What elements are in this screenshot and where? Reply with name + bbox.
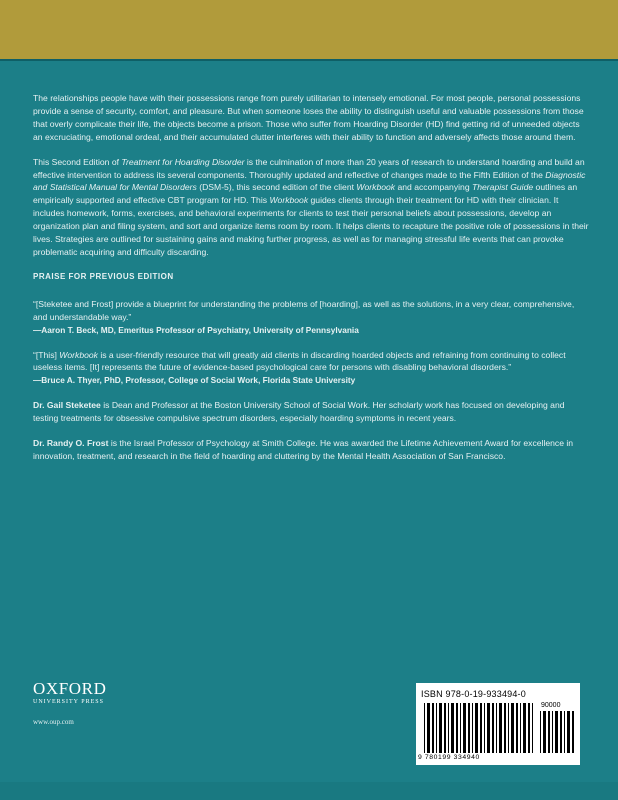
quote-1-attribution: —Aaron T. Beck, MD, Emeritus Professor of Psychiatry, University of Pennsylvania [33, 324, 359, 335]
barcode-bar [520, 703, 521, 753]
barcode-bar [564, 711, 565, 753]
barcode-bar [528, 703, 530, 753]
p2-text-4: and accompanying [395, 182, 472, 193]
author-bio-frost-text: is the Israel Professor of Psychology at Smith College. He was awarded the Lifetime Achievement Award for excellence in innovation, treatment, and research in the field of hoarding and cluttering by the Mental Health Association of San Francisco. [33, 438, 574, 461]
barcode-bar [448, 703, 449, 753]
barcode-bar [560, 711, 562, 753]
p2-text-5: outlines an empirically supported and effective CBT program for HD. This [33, 182, 578, 206]
barcode-bar [487, 703, 490, 753]
barcode-bar [516, 703, 518, 753]
barcode-bar [432, 703, 434, 753]
barcode-bar [456, 703, 458, 753]
isbn-barcode [416, 683, 580, 765]
author-name-steketee: Dr. Gail Steketee [33, 400, 101, 411]
barcode-bars [424, 703, 536, 753]
publisher-name: OXFORD [33, 679, 107, 698]
barcode-bar [463, 703, 466, 753]
quote-1-text: “[Steketee and Frost] provide a blueprint for understanding the problems of [hoarding], as well as the solutions, in a very clear, comprehensive, and understandable way.” [33, 298, 575, 322]
barcode-bar [492, 703, 494, 753]
workbook-title-2: Workbook [269, 195, 309, 206]
barcode-bar [436, 703, 437, 753]
barcode-bar [548, 711, 550, 753]
barcode-bar [567, 711, 570, 753]
barcode-bar [572, 711, 574, 753]
barcode-bar [540, 711, 541, 753]
quote-2-text-1: “[This] [33, 349, 60, 360]
barcode-bar [472, 703, 473, 753]
praise-quote-1 [33, 298, 590, 337]
barcode-digits: 9 780199 334940 [418, 754, 480, 761]
quote-2-text [33, 349, 590, 375]
workbook-title-1: Workbook [356, 182, 396, 193]
barcode-bar [439, 703, 442, 753]
book-title: Treatment for Hoarding Disorder [121, 156, 245, 167]
barcode-bar [543, 711, 546, 753]
barcode-bar [427, 703, 430, 753]
barcode-bar [475, 703, 478, 753]
therapist-guide-title: Therapist Guide [472, 182, 534, 193]
barcode-bar [484, 703, 485, 753]
praise-quote-2 [33, 349, 590, 388]
addon-barcode-bars [540, 711, 576, 753]
barcode-bar [504, 703, 506, 753]
barcode-bar [552, 711, 553, 753]
barcode-bar [499, 703, 502, 753]
p2-text-3: (DSM-5), this second edition of the client [196, 182, 357, 193]
barcode-bar [496, 703, 497, 753]
barcode-bar [480, 703, 482, 753]
p2-text-1: This Second Edition of [33, 156, 122, 167]
quote-2-attribution: —Bruce A. Thyer, PhD, Professor, College of Social Work, Florida State University [33, 375, 356, 386]
author-name-frost: Dr. Randy O. Frost [33, 438, 109, 449]
publisher-sub: UNIVERSITY PRESS [33, 699, 104, 705]
band-divider [0, 59, 618, 61]
p2-text-6: guides clients through their treatment for HD with their clinician. It includes homework, forms, exercises, and behavioral experiments for clients to test their personal beliefs about possessions, develop an organization plan and filing system, and sort and organize items room by room. It helps clients to recapture the positive role of possessions in their lives. Strategies are outlined for sustaining gains and making further progress, as well as for managing stressful life events that can provoke problematic acquiring and difficulty discarding. [33, 195, 589, 257]
author-bio-frost [33, 437, 590, 463]
barcode-bar [508, 703, 509, 753]
barcode-bar [523, 703, 526, 753]
description-paragraph-1: The relationships people have with their possessions range from purely utilitarian to intensely emotional. For most people, personal possessions provide a sense of security, comfort, and pleasure. But when someone loses the ability to distinguish useful and valuable possessions from those that overly complicate their life, the objects become a prison. Those who suffer from Hoarding Disorder (HD) find getting rid of unneeded objects an excruciating, emotional ordeal, and their accumulated clutter interferes with their ability to function and adversely affects those around them. [33, 93, 584, 142]
top-color-band [0, 0, 618, 59]
barcode-bar [444, 703, 446, 753]
praise-heading: PRAISE FOR PREVIOUS EDITION [33, 271, 174, 281]
barcode-bar [451, 703, 454, 753]
barcode-bar [460, 703, 461, 753]
bottom-shade [0, 782, 618, 800]
description-paragraph-2 [33, 156, 590, 259]
quote-2-text-2: is a user-friendly resource that will greatly aid clients in discarding hoarded objects and refraining from continuing to collect useless items. [It] represents the future of evidence-based psychological care for persons with disabling behavioral disorders.” [33, 349, 566, 373]
isbn-number: ISBN 978-0-19-933494-0 [421, 689, 526, 699]
price-code: 90000 [541, 702, 561, 709]
barcode-bar [532, 703, 533, 753]
quote-2-workbook: Workbook [59, 349, 98, 360]
oxford-logo [33, 680, 153, 705]
author-bio-steketee [33, 399, 590, 425]
barcode-bar [468, 703, 470, 753]
dsm-title: Diagnostic and Statistical Manual for Mental Disorders [33, 169, 586, 193]
barcode-bar [424, 703, 425, 753]
p2-text-2: is the culmination of more than 20 years of research to understand hoarding and build an effective intervention to address its several components. Thoroughly updated and reflective of changes made to the Fifth Edition of the [33, 156, 585, 180]
back-cover-content [33, 92, 590, 475]
barcode-bar [555, 711, 558, 753]
barcode-bar [511, 703, 514, 753]
publisher-url: www.oup.com [33, 718, 74, 726]
author-bio-steketee-text: is Dean and Professor at the Boston University School of Social Work. Her scholarly work has focused on developing and testing treatments for obsessive compulsive spectrum disorders, especially hoarding symptoms in recent years. [33, 400, 565, 424]
